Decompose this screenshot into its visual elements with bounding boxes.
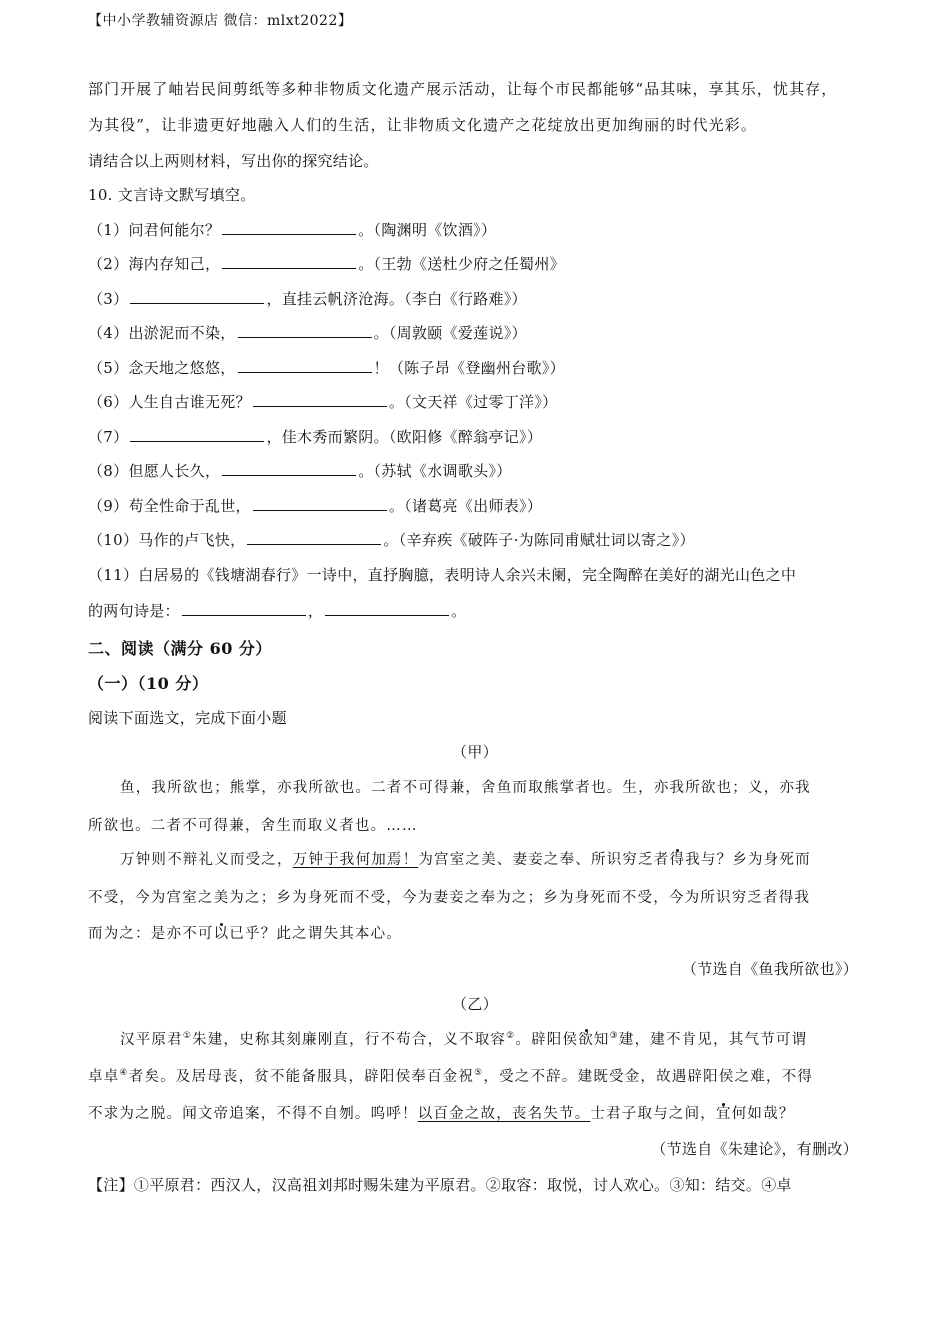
q10-item-6: （6）人生自古谁无死？ 。（文天祥《过零丁洋》）	[88, 393, 558, 411]
answer-blank[interactable]	[130, 289, 264, 304]
q10-item-11-line-2: 的两句诗是： ， 。	[88, 602, 467, 620]
intro-line-1: 部门开展了岫岩民间剪纸等多种非物质文化遗产展示活动，让每个市民都能够“品其味，享其乐，忧其存，	[88, 80, 838, 98]
passage-jia-line-4: 不受，今为宫室之美为之；乡为身死而不受，今为妻妾之奉为之；乡为身死而不受，今为所识穷乏者得我	[88, 890, 811, 906]
q10-item-1: （1）问君何能尔？ 。（陶渊明《饮酒》）	[88, 221, 497, 239]
dotted-character: 以	[213, 926, 230, 942]
answer-blank[interactable]	[222, 254, 356, 269]
dotted-character: 宜	[716, 1106, 732, 1122]
answer-blank[interactable]	[238, 323, 372, 338]
answer-blank[interactable]	[222, 461, 356, 476]
answer-blank[interactable]	[247, 530, 381, 545]
footnote-marker: ④	[119, 1068, 129, 1079]
underlined-sentence: 万钟于我何加焉！	[292, 852, 419, 868]
passage-yi-line-3: 不求为之脱。闻文帝追案，不得不自刎。呜呼！以百金之故，丧名失节。士君子取与之间，宜何如哉？	[88, 1106, 795, 1122]
footnote-marker: ⑤	[474, 1068, 484, 1079]
underlined-sentence: 以百金之故，丧名失节。	[417, 1106, 591, 1122]
answer-blank[interactable]	[253, 392, 387, 407]
passage-yi-line-2: 卓卓④者矣。及居母丧，贫不能备服具，辟阳侯奉百金祝⑤，受之不辞。建既受金，故遇辟阳侯之难，不得	[88, 1068, 814, 1085]
passage-jia-source: （节选自《鱼我所欲也》）	[681, 960, 858, 978]
q10-item-2: （2）海内存知己， 。（王勃《送杜少府之任蜀州》	[88, 255, 565, 273]
footnote-marker: ①	[182, 1031, 193, 1042]
q10-item-3: （3） ，直挂云帆济沧海。（李白《行路难》）	[88, 290, 527, 308]
passage-yi-label: （乙）	[452, 995, 498, 1013]
q10-item-7: （7） ，佳木秀而繁阴。（欧阳修《醉翁亭记》）	[88, 428, 543, 446]
reading-instruction: 阅读下面选文，完成下面小题	[88, 709, 287, 727]
passage-yi-source: （节选自《朱建论》，有删改）	[651, 1140, 858, 1158]
passage-jia-line-2: 所欲也。二者不可得兼，舍生而取义者也。……	[88, 818, 418, 834]
q10-item-4: （4）出淤泥而不染， 。（周敦颐《爱莲说》）	[88, 324, 527, 342]
exploration-question: 请结合以上两则材料，写出你的探究结论。	[88, 152, 379, 170]
q10-item-11-line-1: （11）白居易的《钱塘湖春行》一诗中，直抒胸臆，表明诗人余兴未阑，完全陶醉在美好的湖光山色之中	[88, 566, 797, 584]
q10-item-9: （9）苟全性命于乱世， 。（诸葛亮《出师表》）	[88, 497, 543, 515]
answer-blank[interactable]	[130, 427, 264, 442]
q10-item-10: （10）马作的卢飞快， 。（辛弃疾《破阵子·为陈同甫赋壮词以寄之》）	[88, 531, 695, 549]
footnote-marker: ③	[609, 1031, 619, 1042]
passage-jia-line-3: 万钟则不辩礼义而受之，万钟于我何加焉！为宫室之美、妻妾之奉、所识穷乏者得我与？乡为身死而	[120, 852, 811, 868]
dotted-character: 欲	[578, 1032, 594, 1048]
q10-item-8: （8）但愿人长久， 。（苏轼《水调歌头》）	[88, 462, 512, 480]
answer-blank[interactable]	[238, 358, 372, 373]
passage-yi-line-1: 汉平原君①朱建，史称其刻廉刚直，行不苟合，义不取容②。辟阳侯欲知③建，建不肯见，其气节可谓	[120, 1031, 808, 1048]
answer-blank[interactable]	[253, 496, 387, 511]
section-2-title: 二、阅读（满分 60 分）	[88, 639, 272, 658]
answer-blank[interactable]	[182, 601, 306, 616]
part-1-title: （一）（10 分）	[88, 674, 209, 693]
page-header: 【中小学教辅资源店 微信：mlxt2022】	[88, 13, 353, 29]
passage-jia-label: （甲）	[452, 743, 498, 761]
q10-title: 10. 文言诗文默写填空。	[88, 186, 256, 204]
answer-blank[interactable]	[222, 220, 356, 235]
annotation-note: 【注】①平原君：西汉人，汉高祖刘邦时赐朱建为平原君。②取容：取悦，讨人欢心。③知：结交。④卓	[88, 1176, 792, 1194]
answer-blank[interactable]	[325, 601, 449, 616]
passage-jia-line-5: 而为之：是亦不可以已乎？此之谓失其本心。	[88, 926, 403, 942]
dotted-character: 得	[669, 852, 686, 868]
q10-item-5: （5）念天地之悠悠， ！（陈子昂《登幽州台歌》）	[88, 359, 565, 377]
intro-line-2: 为其役”，让非遗更好地融入人们的生活，让非物质文化遗产之花绽放出更加绚丽的时代光彩。	[88, 116, 757, 134]
passage-jia-line-1: 鱼，我所欲也；熊掌，亦我所欲也。二者不可得兼，舍鱼而取熊掌者也。生，亦我所欲也；义，亦我	[120, 780, 811, 796]
footnote-marker: ②	[506, 1031, 516, 1042]
